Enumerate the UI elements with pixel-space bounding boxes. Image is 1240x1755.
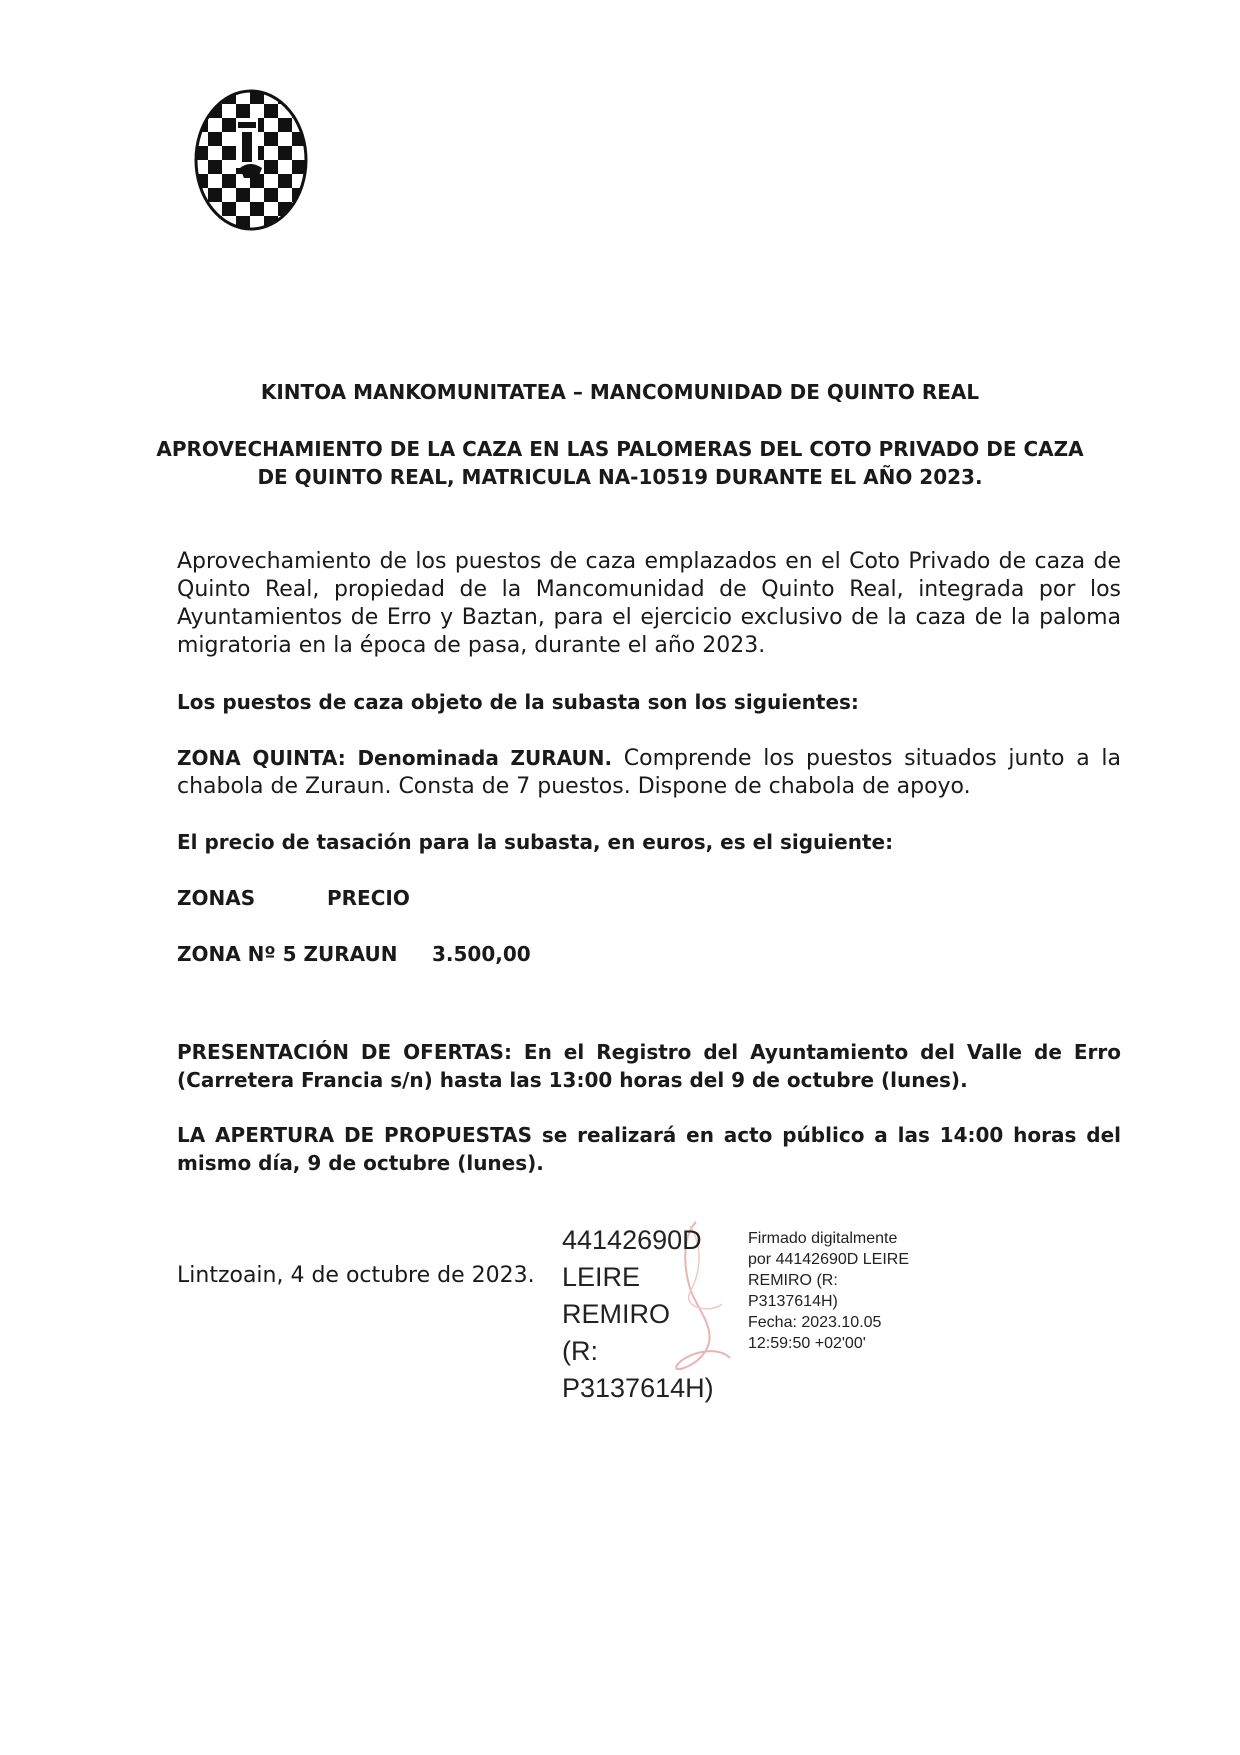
zona-label: ZONA QUINTA: Denominada ZURAUN. — [177, 746, 613, 770]
document-title-line1: APROVECHAMIENTO DE LA CAZA EN LAS PALOMERAS DEL COTO PRIVADO DE CAZA — [156, 437, 1084, 461]
place-date: Lintzoain, 4 de octubre de 2023. — [177, 1263, 535, 1288]
presentacion-paragraph: PRESENTACIÓN DE OFERTAS: En el Registro del Ayuntamiento del Valle de Erro (Carretera Francia s/n) hasta las 13:00 horas del 9 de octubre (lunes). — [177, 1040, 1121, 1092]
precio-heading: El precio de tasación para la subasta, en euros, es el siguiente: — [177, 830, 894, 854]
col-zonas-header: ZONAS — [177, 886, 256, 910]
signature-name: 44142690D LEIRE REMIRO (R: P3137614H) — [562, 1225, 714, 1403]
col-precio-header: PRECIO — [327, 886, 410, 910]
zona-cell: ZONA Nº 5 ZURAUN — [177, 942, 398, 966]
precio-cell: 3.500,00 — [432, 942, 531, 966]
zona-description: Comprende los puestos situados junto a la chabola de Zuraun. Consta de 7 puestos. Dispone de chabola de apoyo. — [177, 746, 1121, 799]
organization-heading: KINTOA MANKOMUNITATEA – MANCOMUNIDAD DE QUINTO REAL — [260, 380, 980, 404]
coat-of-arms-logo — [192, 88, 310, 232]
puestos-heading: Los puestos de caza objeto de la subasta son los siguientes: — [177, 690, 859, 714]
zona-paragraph — [177, 744, 1121, 801]
apertura-paragraph: LA APERTURA DE PROPUESTAS se realizará en acto público a las 14:00 horas del mismo día, 9 de octubre (lunes). — [177, 1123, 1121, 1175]
document-title-line2: DE QUINTO REAL, MATRICULA NA-10519 DURANTE EL AÑO 2023. — [257, 465, 983, 489]
signature-details: Firmado digitalmente por 44142690D LEIRE REMIRO (R: P3137614H) Fecha: 2023.10.05 12:59:50 +02'00' — [748, 1230, 909, 1352]
intro-paragraph: Aprovechamiento de los puestos de caza emplazados en el Coto Privado de caza de Quinto Real, propiedad de la Mancomunidad de Quinto Real, integrada por los Ayuntamientos de Erro y Baztan, para el ejercicio exclusivo de la caza de la paloma migratoria en la época de pasa, durante el año 2023. — [177, 549, 1121, 658]
